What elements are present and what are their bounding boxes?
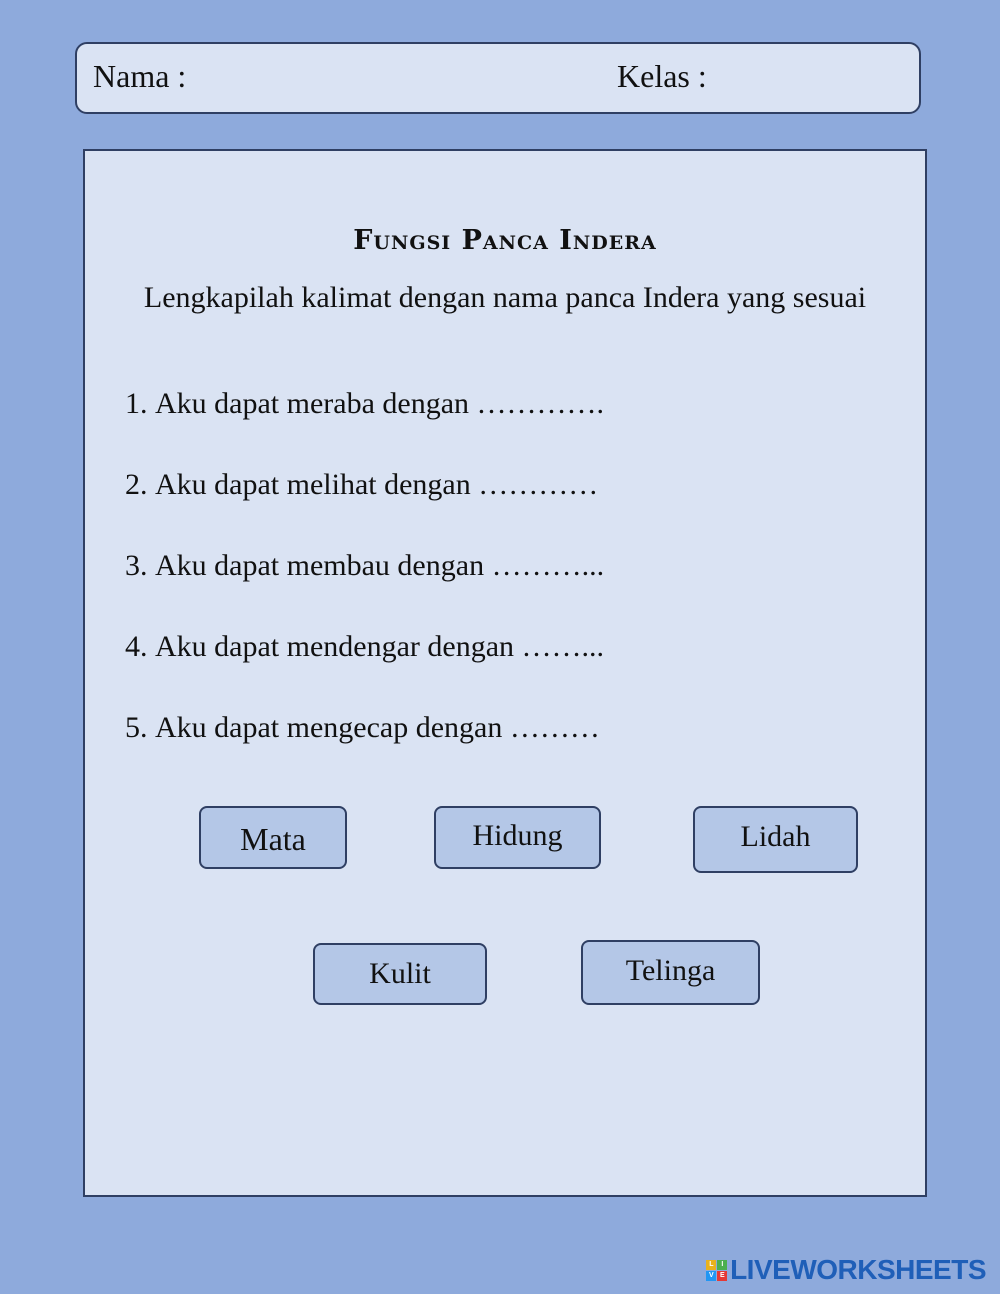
liveworksheets-logo-text: LIVEWORKSHEETS [730, 1254, 986, 1285]
question-text: Aku dapat melihat dengan ………… [155, 468, 599, 501]
student-info-box [75, 42, 921, 114]
logo-mark-cell: E [717, 1271, 727, 1281]
worksheet-instruction: Lengkapilah kalimat dengan nama panca Indera yang sesuai [143, 281, 867, 314]
answer-chip-kulit[interactable]: Kulit [313, 943, 487, 1005]
class-label: Kelas : [617, 58, 707, 94]
answer-chip-telinga[interactable]: Telinga [581, 940, 760, 1005]
liveworksheets-mark-icon [706, 1260, 727, 1281]
logo-mark-cell: I [717, 1260, 727, 1270]
question-text: Aku dapat meraba dengan …………. [155, 387, 605, 420]
answer-chip-mata[interactable]: Mata [199, 806, 347, 869]
question-number: 5. [125, 711, 148, 744]
question-text: Aku dapat mengecap dengan ……… [155, 711, 600, 744]
worksheet-title: Fungsi Panca Indera [353, 225, 657, 256]
logo-mark-cell: L [706, 1260, 716, 1270]
answer-chip-hidung[interactable]: Hidung [434, 806, 601, 869]
question-number: 1. [125, 387, 148, 420]
question-item[interactable] [125, 468, 604, 549]
logo-mark-cell: V [706, 1271, 716, 1281]
question-text: Aku dapat membau dengan ………... [155, 549, 605, 582]
question-number: 4. [125, 630, 148, 663]
liveworksheets-logo [706, 1254, 986, 1286]
answer-chip-lidah[interactable]: Lidah [693, 806, 858, 873]
question-item[interactable] [125, 387, 604, 468]
question-item[interactable] [125, 711, 604, 792]
question-number: 2. [125, 468, 148, 501]
question-number: 3. [125, 549, 148, 582]
question-list [125, 387, 604, 792]
name-label: Nama : [93, 58, 187, 94]
worksheet-panel [83, 149, 927, 1197]
question-item[interactable] [125, 549, 604, 630]
question-text: Aku dapat mendengar dengan ……... [155, 630, 605, 663]
question-item[interactable] [125, 630, 604, 711]
